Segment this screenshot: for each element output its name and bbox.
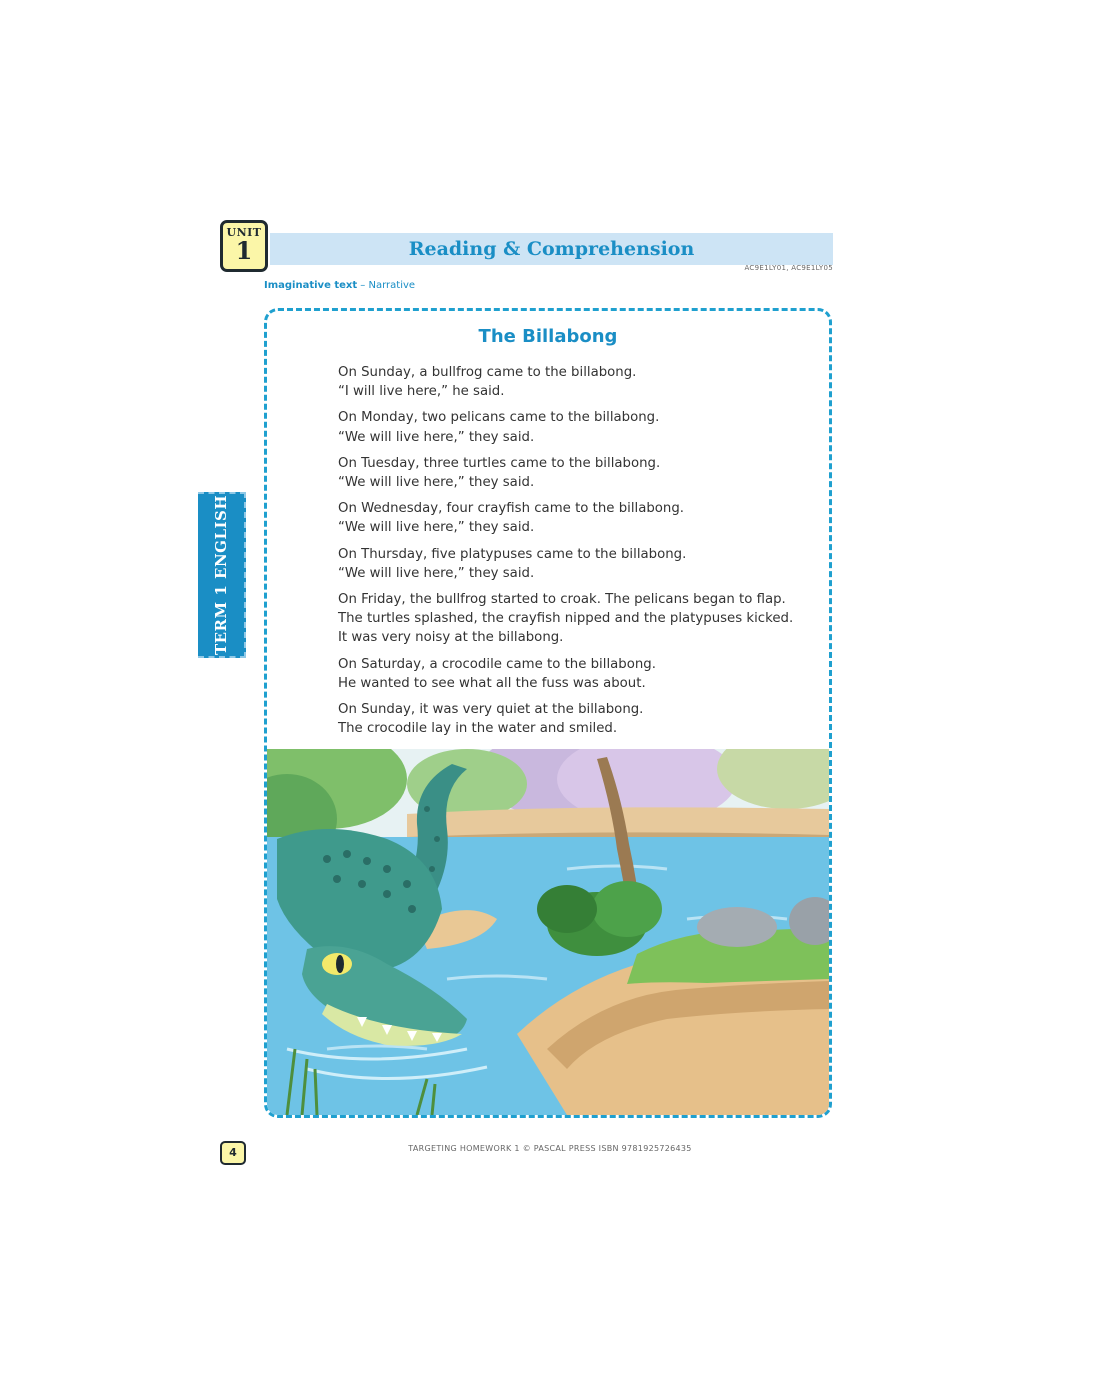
page-number: 4 (220, 1141, 246, 1165)
text-type (264, 280, 415, 291)
unit-label: UNIT (226, 226, 262, 239)
story-line: On Tuesday, three turtles came to the billabong. (338, 455, 661, 471)
story-line: On Sunday, it was very quiet at the billabong. (338, 702, 644, 718)
text-type-separator: – (357, 280, 369, 291)
text-type-kind: Imaginative text (264, 280, 358, 291)
stanza (338, 363, 808, 401)
story-line: “We will live here,” they said. (338, 565, 535, 581)
story-line: On Monday, two pelicans came to the billabong. (338, 410, 660, 426)
stanza (338, 499, 808, 537)
curriculum-codes: AC9E1LY01, AC9E1LY05 (744, 264, 833, 272)
story-text (338, 363, 808, 745)
story-line: On Thursday, five platypuses came to the billabong. (338, 546, 687, 562)
header-band (270, 233, 833, 265)
story-line: The turtles splashed, the crayfish nipped and the platypuses kicked. (338, 611, 794, 627)
term-side-tab (198, 492, 246, 658)
unit-badge (220, 220, 268, 272)
story-line: “We will live here,” they said. (338, 475, 535, 491)
page-title: Reading & Comprehension (408, 238, 695, 260)
stanza (338, 408, 808, 446)
story-line: The crocodile lay in the water and smiled. (338, 721, 618, 737)
story-line: On Wednesday, four crayfish came to the billabong. (338, 501, 685, 517)
stanza (338, 590, 808, 648)
text-type-genre: Narrative (368, 280, 416, 291)
story-box (264, 308, 832, 1118)
story-line: “I will live here,” he said. (338, 384, 505, 400)
story-line: On Saturday, a crocodile came to the billabong. (338, 656, 656, 672)
story-line: On Sunday, a bullfrog came to the billabong. (338, 365, 637, 380)
stanza (338, 655, 808, 693)
stanza (338, 545, 808, 583)
story-line: On Friday, the bullfrog started to croak. The pelicans began to flap. (338, 592, 786, 608)
story-title: The Billabong (478, 326, 618, 347)
story-line: “We will live here,” they said. (338, 520, 535, 536)
story-line: He wanted to see what all the fuss was about. (338, 675, 646, 691)
story-line: “We will live here,” they said. (338, 429, 535, 445)
story-line: It was very noisy at the billabong. (338, 630, 564, 646)
unit-number: 1 (235, 236, 253, 265)
crocodile-billabong-illustration (267, 749, 829, 1115)
term-label: TERM 1 ENGLISH (212, 494, 230, 656)
footer-text: TARGETING HOMEWORK 1 © PASCAL PRESS ISBN 9781925726435 (408, 1144, 692, 1153)
stanza (338, 700, 808, 738)
stanza (338, 454, 808, 492)
